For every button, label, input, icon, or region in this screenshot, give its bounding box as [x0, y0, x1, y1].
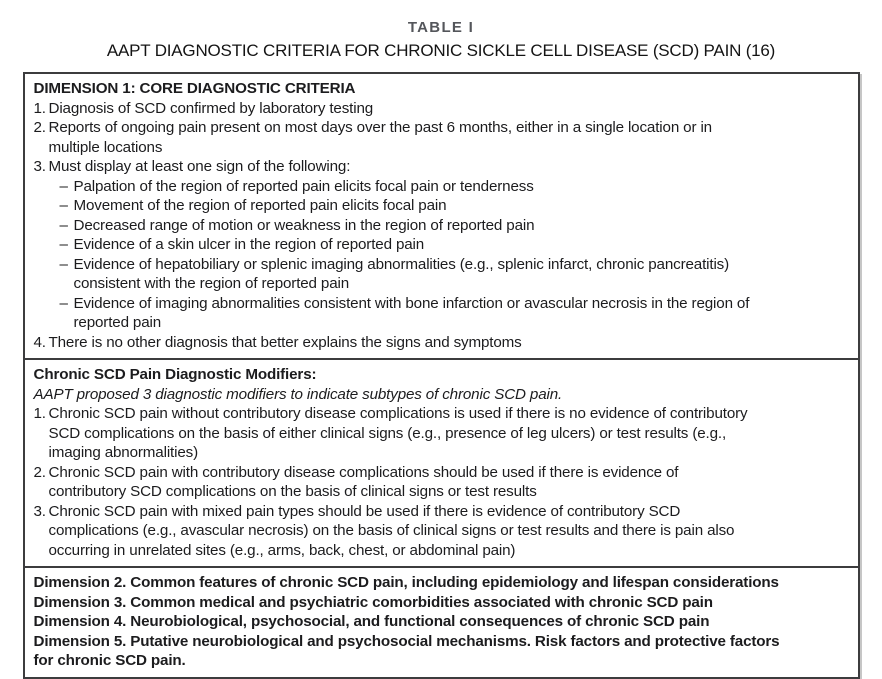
table-line [34, 482, 850, 502]
table-line [34, 573, 850, 593]
line-text: Diagnosis of SCD confirmed by laboratory testing [48, 99, 374, 117]
line-text: Dimension 4. Neurobiological, psychosocial, and functional consequences of chronic SCD pain [33, 613, 710, 630]
table-line [60, 235, 850, 255]
dash-bullet: – [59, 255, 68, 273]
section-diagnostic-modifiers [25, 358, 858, 566]
list-number: 2. [33, 119, 46, 136]
line-text: Decreased range of motion or weakness in the region of reported pain [73, 216, 535, 234]
dash-bullet: – [59, 294, 68, 312]
dash-bullet: – [59, 216, 68, 234]
table-line [34, 333, 850, 353]
line-text: imaging abnormalities) [48, 444, 198, 461]
table-line [34, 274, 850, 294]
line-text: Chronic SCD pain without contributory disease complications is used if there is no evidence of contributory [48, 405, 748, 422]
table-line [34, 651, 850, 671]
table-number-label: TABLE I [407, 19, 475, 36]
table-line [34, 313, 850, 333]
line-text: contributory SCD complications on the basis of clinical signs or test results [48, 483, 537, 500]
table-line [34, 632, 850, 652]
table-line [34, 443, 850, 463]
line-text: reported pain [73, 314, 162, 331]
dash-bullet: – [59, 197, 68, 214]
section-header [34, 79, 850, 99]
line-text: There is no other diagnosis that better explains the signs and symptoms [48, 333, 522, 351]
table-line [34, 521, 850, 541]
table-line [34, 138, 850, 158]
line-text: Dimension 5. Putative neurobiological and psychosocial mechanisms. Risk factors and protective factors [33, 632, 780, 650]
line-text: SCD complications on the basis of either clinical signs (e.g., presence of leg ulcers) or test results (e.g., [48, 424, 727, 442]
line-text: Palpation of the region of reported pain elicits focal pain or tenderness [73, 177, 534, 195]
table-line [34, 502, 850, 522]
table-line [34, 424, 850, 444]
table-line [34, 385, 850, 405]
list-number: 2. [33, 463, 46, 481]
table-title: AAPT DIAGNOSTIC CRITERIA FOR CHRONIC SICKLE CELL DISEASE (SCD) PAIN (16) [106, 41, 776, 60]
line-text: Evidence of hepatobiliary or splenic imaging abnormalities (e.g., splenic infarct, chronic pancreatitis) [73, 255, 730, 273]
dash-bullet: – [59, 236, 68, 253]
list-number: 1. [33, 99, 46, 117]
line-text: Chronic SCD pain with contributory disease complications should be used if there is evidence of [48, 463, 679, 481]
table-line [60, 255, 850, 275]
table-caption [0, 0, 882, 61]
dash-bullet: – [59, 177, 68, 195]
table-line [60, 177, 850, 197]
line-text: Reports of ongoing pain present on most days over the past 6 months, either in a single location or in [48, 119, 712, 136]
line-text: multiple locations [48, 138, 163, 156]
table-line [34, 157, 850, 177]
table-line [34, 541, 850, 561]
table-line [34, 99, 850, 119]
section-header [34, 365, 850, 385]
line-text: Evidence of a skin ulcer in the region of reported pain [73, 236, 425, 253]
line-text: Evidence of imaging abnormalities consistent with bone infarction or avascular necrosis in the region of [73, 294, 750, 312]
line-text: Chronic SCD Pain Diagnostic Modifiers: [33, 366, 317, 383]
list-number: 1. [33, 405, 46, 422]
table-line [34, 404, 850, 424]
table-line [60, 216, 850, 236]
table-line [34, 593, 850, 613]
criteria-table [23, 72, 860, 679]
table-line [34, 118, 850, 138]
table-line [60, 196, 850, 216]
line-text: for chronic SCD pain. [33, 652, 186, 669]
table-line [60, 294, 850, 314]
section-core-diagnostic-criteria [25, 74, 858, 358]
line-text: Movement of the region of reported pain elicits focal pain [73, 197, 447, 214]
section-other-dimensions [25, 566, 858, 677]
list-number: 3. [33, 502, 46, 520]
line-text: Must display at least one sign of the following: [48, 158, 351, 175]
line-text: occurring in unrelated sites (e.g., arms, back, chest, or abdominal pain) [48, 541, 516, 559]
line-text: Chronic SCD pain with mixed pain types should be used if there is evidence of contributory SCD [48, 502, 681, 520]
line-text: AAPT proposed 3 diagnostic modifiers to indicate subtypes of chronic SCD pain. [33, 385, 563, 403]
line-text: DIMENSION 1: CORE DIAGNOSTIC CRITERIA [33, 80, 356, 97]
list-number: 4. [33, 333, 46, 351]
list-number: 3. [33, 158, 46, 175]
line-text: consistent with the region of reported pain [73, 275, 350, 292]
line-text: complications (e.g., avascular necrosis) on the basis of clinical signs or test results and there is pain also [48, 522, 735, 539]
line-text: Dimension 2. Common features of chronic SCD pain, including epidemiology and lifespan considerations [33, 574, 779, 591]
table-line [34, 463, 850, 483]
table-line [34, 612, 850, 632]
line-text: Dimension 3. Common medical and psychiatric comorbidities associated with chronic SCD pain [33, 593, 713, 611]
